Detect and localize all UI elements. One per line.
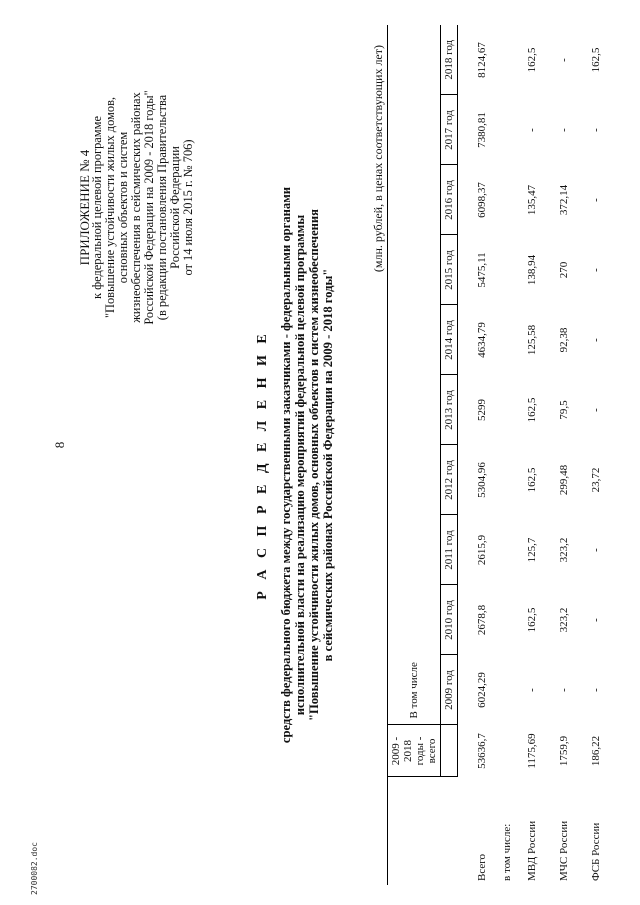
document-title: Р А С П Р Е Д Е Л Е Н И Е (255, 330, 270, 600)
appendix-line: Российской Федерации (168, 146, 182, 269)
header-year: 2016 год (441, 165, 458, 235)
appendix-line: к федеральной целевой программе (90, 116, 104, 299)
table-cell: 162,5 (526, 397, 538, 423)
appendix-line: Российской Федерации на 2009 - 2018 годы" (142, 90, 156, 325)
header-year: 2017 год (441, 95, 458, 165)
page-number: 8 (52, 441, 67, 449)
appendix-line: жизнеобеспечения в сейсмических районах (129, 92, 143, 323)
header-year: 2013 год (441, 375, 458, 445)
document-heading (279, 115, 335, 815)
table-row (516, 25, 548, 885)
cell-total: 1759,9 (558, 735, 570, 767)
appendix-line: "Повышение устойчивости жилых домов, (103, 96, 117, 319)
header-year: 2015 год (441, 235, 458, 305)
table-cell: 162,5 (526, 467, 538, 493)
table-cell: 372,14 (558, 184, 570, 216)
table-cell: - (590, 618, 602, 622)
table-cell: 5299 (476, 399, 488, 421)
table-cell: 2678,8 (476, 604, 488, 636)
header-total: 2009 - 2018 годы - всего (388, 725, 441, 777)
table-cell: - (558, 128, 570, 132)
appendix-block (78, 10, 195, 405)
appendix-line: (в редакции постановления Правительства (155, 94, 169, 321)
table-cell: 270 (558, 261, 570, 279)
header-year: 2018 год (441, 25, 458, 95)
table-cell: - (590, 268, 602, 272)
row-label: МЧС России (558, 820, 570, 881)
file-name: 2700082.doc (30, 842, 39, 895)
appendix-title: ПРИЛОЖЕНИЕ № 4 (77, 149, 92, 266)
table-row (580, 25, 612, 885)
row-label: ФСБ России (590, 822, 602, 881)
row-label: МВД России (526, 820, 538, 881)
table-cell: - (590, 198, 602, 202)
table-row (548, 25, 580, 885)
table-cell: - (590, 548, 602, 552)
table-cell: 135,47 (526, 184, 538, 216)
table-cell: 23,72 (590, 467, 602, 493)
table-cell: 299,48 (558, 464, 570, 496)
table-cell: 323,2 (558, 607, 570, 633)
table-cell: - (590, 128, 602, 132)
row-label: Всего (475, 854, 488, 881)
appendix-line: основных объектов и систем (116, 131, 130, 284)
table-cell: - (558, 688, 570, 692)
table-cell: 5475,11 (476, 252, 488, 288)
table-cell: 6024,29 (476, 672, 488, 708)
header-year: 2009 год (441, 655, 458, 725)
table-cell: 8124,67 (476, 42, 488, 78)
cell-total: 53636,7 (476, 733, 488, 769)
header-year: 2014 год (441, 305, 458, 375)
cell-total: 1175,69 (526, 733, 538, 769)
table-cell: 5304,96 (476, 462, 488, 498)
header-total-spacer (441, 725, 458, 777)
header-year: 2012 год (441, 445, 458, 515)
header-in-that-number: В том числе (388, 25, 441, 725)
table-cell: 2615,9 (476, 534, 488, 566)
table-cell: - (526, 128, 538, 132)
heading-line: в сейсмических районах Российской Федерации на 2009 - 2018 годы" (321, 268, 335, 662)
table-cell: 92,38 (558, 327, 570, 353)
row-label: в том числе: (501, 823, 513, 881)
table-cell: 7380,81 (476, 112, 488, 148)
cell-total: 186,22 (590, 735, 602, 767)
table-cell: - (590, 408, 602, 412)
header-year: 2010 год (441, 585, 458, 655)
table-cell: 162,5 (526, 607, 538, 633)
appendix-line: от 14 июля 2015 г. № 706) (181, 139, 195, 276)
table-cell: 79,5 (558, 400, 570, 420)
table-cell: - (590, 338, 602, 342)
heading-line: средств федерального бюджета между государственными заказчиками - федеральными органами (279, 186, 293, 744)
table-row (458, 25, 499, 885)
header-blank (388, 777, 458, 885)
distribution-table (387, 25, 612, 885)
table-cell: 125,58 (526, 324, 538, 356)
heading-line: "Повышение устойчивости жилых домов, основных объектов и систем жизнеобеспечения (307, 209, 321, 721)
table-cell: 323,2 (558, 537, 570, 563)
table-cell: 4634,79 (476, 322, 488, 358)
units-note: (млн. рублей, в ценах соответствующих лет) (371, 45, 385, 273)
table-row (498, 25, 516, 885)
table-cell: 125,7 (526, 537, 538, 563)
table-cell: 6098,37 (476, 182, 488, 218)
table-cell: - (526, 688, 538, 692)
table-cell: 138,94 (526, 254, 538, 286)
table-cell: 162,5 (590, 47, 602, 73)
table-cell: - (558, 58, 570, 62)
table-cell: - (590, 688, 602, 692)
heading-line: исполнительной власти на реализацию мероприятий федеральной целевой программы (293, 214, 307, 716)
header-year: 2011 год (441, 515, 458, 585)
table-cell: 162,5 (526, 47, 538, 73)
